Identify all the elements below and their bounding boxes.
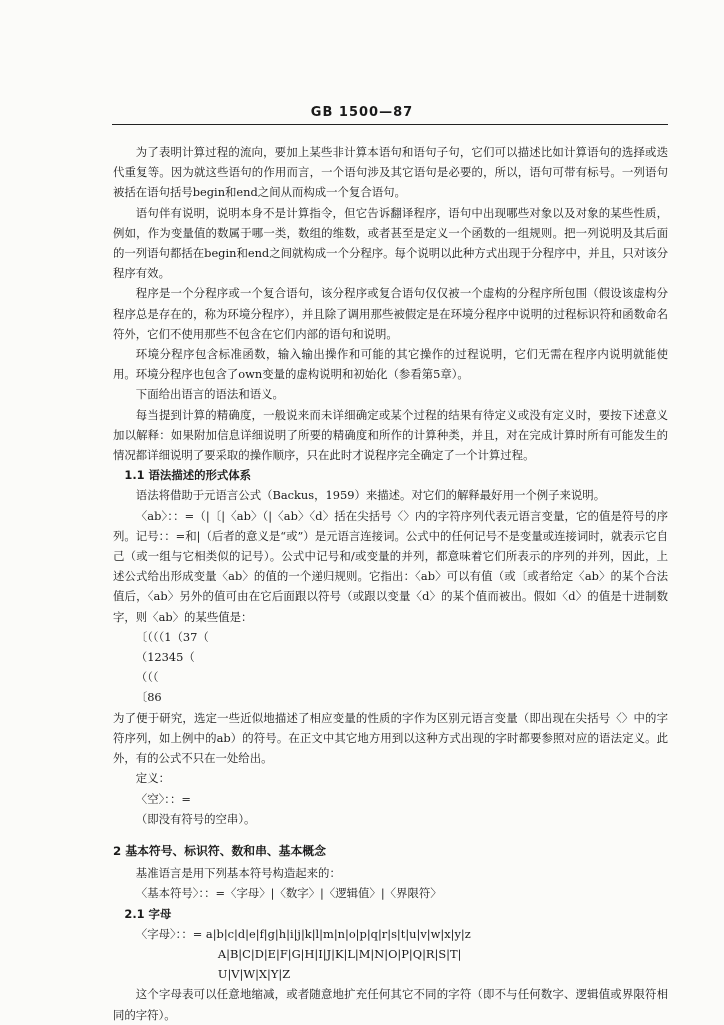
- paragraph: 程序是一个分程序或一个复合语句，该分程序或复合语句仅仅被一个虚构的分程序所包围（假设该虚构分程序总是存在的，称为环境分程序），并且除了调用那些被假定是在环境分程序中说明的过程标识符和函数命名符外，它们不使用那些不包含在它们内部的语句和说明。: [113, 286, 668, 341]
- letters-formula: 〈字母〉：：= a|b|c|d|e|f|g|h|i|j|k|l|m|n|o|p|q|r|s|t|u|v|w|x|y|z: [135, 926, 471, 941]
- section-heading-1-1: 1.1 语法描述的形式体系: [124, 468, 252, 483]
- section-heading-2: 2 基本符号、标识符、数和串、基本概念: [113, 843, 326, 858]
- paragraph: 语法将借助于元语言公式（Backus，1959）来描述。对它们的解释最好用一个例子来说明。: [135, 488, 606, 503]
- page-header: GB 1500—87: [310, 105, 414, 120]
- paragraph: 环境分程序包含标准函数，输入输出操作和可能的其它操作的过程说明，它们无需在程序内说明就能使用。环境分程序也包含了own变量的虚构说明和初始化（参看第5章）。: [113, 347, 668, 382]
- header-rule: [112, 124, 668, 125]
- definition-note: （即没有符号的空串）。: [135, 811, 256, 826]
- definition-formula: 〈空〉：：=: [135, 791, 191, 806]
- example-value: （（（: [135, 670, 159, 685]
- letters-formula-continued: U|V|W|X|Y|Z: [217, 967, 291, 982]
- paragraph: 〈ab〉：：=（|〔|〈ab〉（|〈ab〉〈d〉括在尖括号〈〉内的字符序列代表元语言变量，它的值是符号的序列。记号：：=和|（后者的意义是“或”）是元语言连接词。公式中的任何记号不是变量或连接词时，就表示它自己（或一组与它相类似的记号）。公式中记号和/或变量的并列，都意味着它们所表示的序列的并列，因此，上述公式给出形成变量〈ab〉的值的一个递归规则。它指出：〈ab〉可以有值（或〔或者给定〈ab〉的某个合法值后，〈ab〉另外的值可由在它后面跟以符号（或跟以变量〈d〉的某个值而被出。假如〈d〉的值是十进制数字，则〈ab〉的某些值是：: [113, 508, 668, 624]
- paragraph: 这个字母表可以任意地缩减，或者随意地扩充任何其它不同的字符（即不与任何数字、逻辑值或界限符相同的字符）。: [113, 987, 668, 1022]
- paragraph: 下面给出语言的语法和语义。: [135, 387, 284, 402]
- paragraph: 语句伴有说明，说明本身不是计算指令，但它告诉翻译程序，语句中出现哪些对象以及对象的某些性质，例如，作为变量值的数属于哪一类，数组的维数，或者甚至是定义一个函数的一组规则。把一列说明及其后面的一列语句都括在begin和end之间就构成一个分程序。每个说明以此种方式出现于分程序中，并且，只对该分程序有效。: [113, 205, 668, 281]
- definition-label: 定义：: [135, 771, 170, 786]
- basic-symbols-formula: 〈基本符号〉：：=〈字母〉|〈数字〉|〈逻辑值〉|〈界限符〉: [135, 886, 442, 901]
- body-text: [113, 142, 668, 1025]
- section-heading-2-1: 2.1 字母: [124, 906, 172, 921]
- paragraph: 为了便于研究，选定一些近似地描述了相应变量的性质的字作为区别元语言变量（即出现在尖括号〈〉中的字符序列，如上例中的ab）的符号。在正文中其它地方用到以这种方式出现的字时都要参照对应的语法定义。此外，有的公式不只在一处给出。: [113, 710, 668, 766]
- paragraph: 每当提到计算的精确度，一般说来而未详细确定或某个过程的结果有待定义或没有定义时，要按下述意义加以解释：如果附加信息详细说明了所要的精确度和所作的计算种类，并且，对在完成计算时所有可能发生的情况都详细说明了要采取的操作顺序，只在此时才说程序完全确定了一个计算过程。: [113, 407, 668, 463]
- example-value: （12345（: [135, 650, 195, 665]
- paragraph: 基准语言是用下列基本符号构造起来的：: [135, 866, 341, 881]
- spacer: [113, 829, 668, 835]
- example-value: 〔（（（1（37（: [135, 629, 209, 644]
- example-value: 〔86: [135, 690, 162, 705]
- letters-formula-continued: A|B|C|D|E|F|G|H|I|J|K|L|M|N|O|P|Q|R|S|T|: [217, 946, 462, 961]
- paragraph: 为了表明计算过程的流向，要加上某些非计算本语句和语句子句，它们可以描述比如计算语句的选择或迭代重复等。因为就这些语句的作用而言，一个语句涉及其它语句是必要的，所以，语句可带有标号。一列语句被括在语句括号begin和end之间从而构成一个复合语句。: [113, 145, 668, 200]
